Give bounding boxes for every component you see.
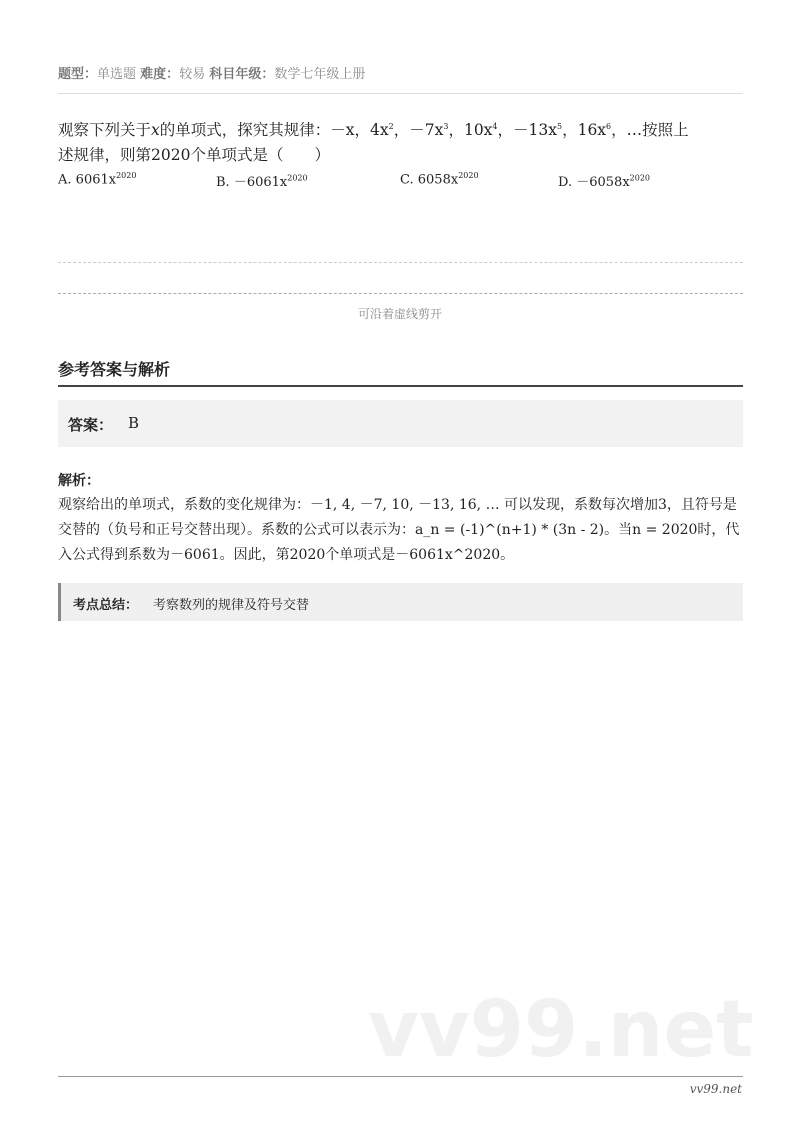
- option-text: －6058x: [576, 175, 630, 190]
- option-d[interactable]: [558, 171, 650, 190]
- stem-text: 的单项式，探究其规律：: [159, 121, 331, 140]
- option-label: C.: [400, 172, 414, 188]
- cut-line: [58, 262, 743, 263]
- subject-label: 科目年级：: [209, 67, 275, 82]
- term: ，…按照上: [611, 121, 689, 140]
- option-a[interactable]: [58, 171, 136, 187]
- term: ，16x: [562, 121, 607, 140]
- question-stem: 观察下列关于x的单项式，探究其规律：－x，$4x^2$，$-7x^3$，$10x^4$，$-13x^5$，$16x^6$，…按照上 述规律，则第2020个单项式是（ ）: [58, 121, 689, 165]
- option-exp: 2020: [287, 173, 308, 183]
- option-b[interactable]: [216, 171, 308, 190]
- option-text: 6058x: [417, 172, 459, 188]
- stem-text: 观察下列关于: [58, 121, 152, 140]
- stem-text: 述规律，则第2020个单项式是（ ）: [58, 146, 330, 165]
- term: ，－13x: [497, 121, 557, 140]
- type-value: 单选题: [97, 67, 137, 82]
- divider: [58, 93, 743, 94]
- analysis-label: 解析：: [58, 473, 100, 489]
- exp: 6: [606, 122, 612, 131]
- term: －x: [330, 121, 355, 140]
- option-c[interactable]: [400, 171, 479, 187]
- answer-label: 答案：: [68, 416, 114, 434]
- option-text: 6061x: [75, 172, 117, 188]
- option-exp: 2020: [458, 171, 479, 180]
- option-label: D.: [558, 175, 573, 190]
- answer-box: [58, 400, 743, 447]
- option-exp: 2020: [629, 173, 651, 183]
- analysis-text: 观察给出的单项式，系数的变化规律为：－1, 4, －7, 10, －13, 16, … 可以发现，系数每次增加3，且符号是交替的（负号和正号交替出现）。系数的公式可以表示为：a_n = (-1)^(n+1) * (3n - 2)。当n = 2020时，代入公式得到系数为－6061。因此，第2020个单项式是－6061x^2020。: [58, 497, 740, 563]
- term: ，－7x: [393, 121, 444, 140]
- answer-value: B: [128, 414, 140, 432]
- stem-var: x: [151, 121, 160, 140]
- cut-hint: 可沿着虚线剪开: [357, 307, 442, 321]
- exp: 5: [556, 122, 563, 131]
- exp: 4: [492, 122, 498, 131]
- footer-divider: [58, 1076, 743, 1077]
- term: ，10x: [448, 121, 493, 140]
- summary-text: 考察数列的规律及符号交替: [153, 598, 310, 613]
- term: 4x: [370, 121, 389, 140]
- exp: 3: [443, 122, 449, 131]
- summary-label: 考点总结：: [73, 598, 139, 613]
- summary-box: [58, 583, 743, 621]
- exp: 2: [388, 122, 394, 131]
- section-title: 参考答案与解析: [58, 360, 171, 379]
- option-label: B.: [216, 175, 230, 190]
- question-meta: [58, 63, 365, 82]
- subject-value: 数学七年级上册: [274, 67, 366, 82]
- watermark: vv99.net: [368, 985, 754, 1075]
- difficulty-value: 较易: [179, 67, 206, 82]
- section-divider: [58, 385, 743, 387]
- option-text: －6061x: [233, 175, 288, 190]
- type-label: 题型：: [58, 67, 98, 82]
- option-exp: 2020: [116, 171, 137, 180]
- option-label: A.: [58, 172, 72, 188]
- footer-site: vv99.net: [689, 1082, 742, 1096]
- difficulty-label: 难度：: [140, 67, 180, 82]
- cut-line: [58, 293, 743, 294]
